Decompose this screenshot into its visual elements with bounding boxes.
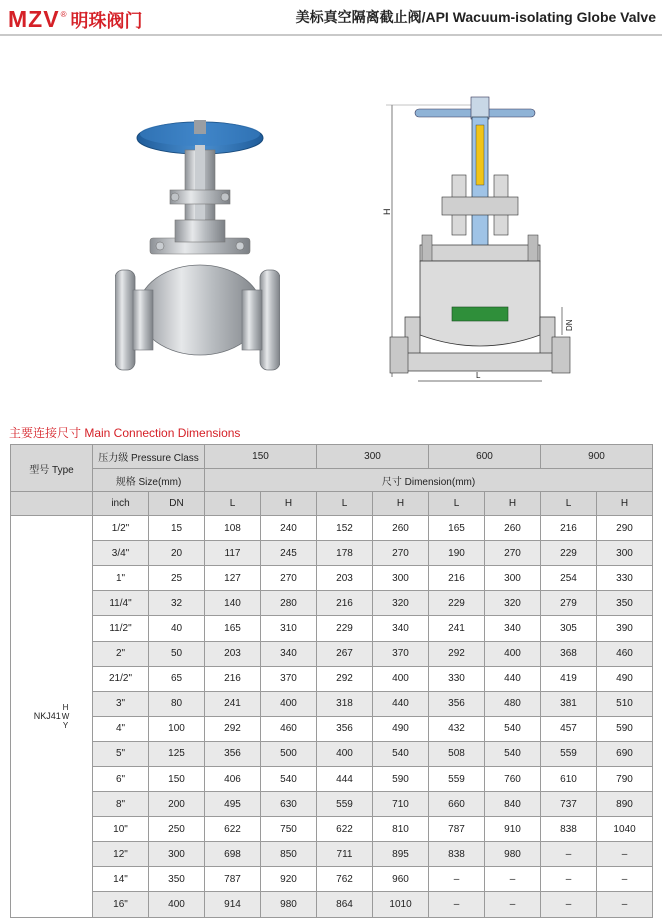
l-value-cell: 419: [541, 666, 597, 691]
brand-logo: [8, 6, 142, 32]
l-value-cell: 203: [317, 566, 373, 591]
h-value-cell: 330: [597, 566, 653, 591]
h-value-cell: 490: [597, 666, 653, 691]
l-value-cell: 330: [429, 666, 485, 691]
l-value-cell: –: [541, 842, 597, 867]
l-value-cell: 368: [541, 641, 597, 666]
l-value-cell: 229: [541, 541, 597, 566]
inch-cell: 3/4": [93, 541, 149, 566]
h-header-300: H: [373, 492, 429, 516]
dimension-header: 尺寸 Dimension(mm): [205, 468, 653, 492]
l-value-cell: 267: [317, 641, 373, 666]
h-value-cell: 260: [373, 516, 429, 541]
table-row: [11, 716, 653, 741]
model-suffix: Y: [62, 720, 69, 730]
l-value-cell: 318: [317, 691, 373, 716]
inch-cell: 3": [93, 691, 149, 716]
page-header: [0, 0, 662, 36]
model-code: NKJ41: [33, 711, 61, 722]
dn-cell: 125: [149, 741, 205, 766]
l-value-cell: 140: [205, 591, 261, 616]
h-value-cell: 980: [261, 892, 317, 917]
type-header: 型号 Type: [11, 445, 93, 492]
h-value-cell: 370: [261, 666, 317, 691]
h-value-cell: 790: [597, 767, 653, 792]
l-value-cell: 508: [429, 741, 485, 766]
size-header: 规格 Size(mm): [93, 468, 205, 492]
inch-header: inch: [93, 492, 149, 516]
seat-disc: [452, 307, 508, 321]
l-value-cell: 190: [429, 541, 485, 566]
dn-cell: 400: [149, 892, 205, 917]
h-value-cell: –: [485, 867, 541, 892]
l-value-cell: 216: [429, 566, 485, 591]
registered-mark: ®: [60, 10, 67, 19]
h-value-cell: 850: [261, 842, 317, 867]
h-value-cell: 320: [485, 591, 541, 616]
valve-section-drawing: [380, 85, 580, 385]
inch-cell: 5": [93, 741, 149, 766]
table-row: [11, 741, 653, 766]
h-value-cell: –: [485, 892, 541, 917]
h-value-cell: 370: [373, 641, 429, 666]
h-value-cell: –: [597, 867, 653, 892]
h-value-cell: 260: [485, 516, 541, 541]
l-value-cell: 838: [541, 817, 597, 842]
model-suffix: W: [61, 711, 70, 721]
table-row: [11, 892, 653, 917]
h-value-cell: 690: [597, 741, 653, 766]
l-value-cell: 457: [541, 716, 597, 741]
l-value-cell: –: [429, 892, 485, 917]
l-value-cell: 622: [205, 817, 261, 842]
pressure-class-header: 压力级 Pressure Class: [93, 445, 205, 469]
dn-cell: 15: [149, 516, 205, 541]
model-suffix: H: [62, 702, 69, 712]
table-row: [11, 591, 653, 616]
section-title: 主要连接尺寸 Main Connection Dimensions: [9, 426, 241, 440]
inch-cell: 11/4": [93, 591, 149, 616]
l-value-cell: –: [541, 867, 597, 892]
dn-header: DN: [149, 492, 205, 516]
h-value-cell: 895: [373, 842, 429, 867]
h-header-600: H: [485, 492, 541, 516]
l-value-cell: 432: [429, 716, 485, 741]
l-value-cell: –: [541, 892, 597, 917]
table-row: [11, 792, 653, 817]
table-row: [11, 616, 653, 641]
h-value-cell: 540: [485, 741, 541, 766]
h-value-cell: 890: [597, 792, 653, 817]
dn-label: DN: [565, 319, 574, 331]
model-label: [34, 703, 70, 730]
h-value-cell: 280: [261, 591, 317, 616]
dn-cell: 32: [149, 591, 205, 616]
inch-cell: 10": [93, 817, 149, 842]
l-value-cell: 356: [205, 741, 261, 766]
h-value-cell: 290: [597, 516, 653, 541]
h-value-cell: 310: [261, 616, 317, 641]
l-value-cell: 108: [205, 516, 261, 541]
table-row: [11, 666, 653, 691]
valve-photo-illustration: [115, 110, 280, 380]
l-value-cell: 698: [205, 842, 261, 867]
dn-cell: 40: [149, 616, 205, 641]
l-value-cell: 165: [429, 516, 485, 541]
h-header-150: H: [261, 492, 317, 516]
dn-cell: 150: [149, 767, 205, 792]
l-value-cell: 254: [541, 566, 597, 591]
l-value-cell: 229: [429, 591, 485, 616]
h-value-cell: 270: [261, 566, 317, 591]
h-value-cell: 245: [261, 541, 317, 566]
h-value-cell: 1010: [373, 892, 429, 917]
l-value-cell: 292: [205, 716, 261, 741]
class-header-150: 150: [205, 445, 317, 469]
l-value-cell: 165: [205, 616, 261, 641]
h-value-cell: 400: [261, 691, 317, 716]
l-value-cell: 292: [429, 641, 485, 666]
h-value-cell: 350: [597, 591, 653, 616]
l-value-cell: 559: [317, 792, 373, 817]
inch-cell: 2": [93, 641, 149, 666]
valve-photo: [115, 110, 280, 380]
l-value-cell: 229: [317, 616, 373, 641]
inch-cell: 11/2": [93, 616, 149, 641]
l-value-cell: 216: [205, 666, 261, 691]
table-row: [11, 566, 653, 591]
h-value-cell: 540: [485, 716, 541, 741]
h-value-cell: 390: [597, 616, 653, 641]
h-value-cell: 400: [373, 666, 429, 691]
l-header-300: L: [317, 492, 373, 516]
h-value-cell: –: [597, 892, 653, 917]
dn-cell: 350: [149, 867, 205, 892]
h-value-cell: 750: [261, 817, 317, 842]
h-value-cell: 480: [485, 691, 541, 716]
h-value-cell: 460: [597, 641, 653, 666]
l-value-cell: 914: [205, 892, 261, 917]
table-row: [11, 641, 653, 666]
l-value-cell: 400: [317, 741, 373, 766]
table-row: [11, 691, 653, 716]
l-value-cell: 864: [317, 892, 373, 917]
l-value-cell: 178: [317, 541, 373, 566]
dn-cell: 65: [149, 666, 205, 691]
l-value-cell: 406: [205, 767, 261, 792]
h-value-cell: 340: [485, 616, 541, 641]
l-value-cell: 762: [317, 867, 373, 892]
l-value-cell: 241: [205, 691, 261, 716]
inch-cell: 12": [93, 842, 149, 867]
h-value-cell: 760: [485, 767, 541, 792]
l-value-cell: 787: [429, 817, 485, 842]
class-header-600: 600: [429, 445, 541, 469]
h-value-cell: 270: [373, 541, 429, 566]
l-value-cell: 152: [317, 516, 373, 541]
dn-cell: 300: [149, 842, 205, 867]
h-value-cell: 240: [261, 516, 317, 541]
inch-cell: 4": [93, 716, 149, 741]
h-value-cell: 300: [373, 566, 429, 591]
brand-name-cn: 明珠阀门: [70, 11, 143, 31]
h-value-cell: 440: [485, 666, 541, 691]
l-value-cell: 838: [429, 842, 485, 867]
l-value-cell: 292: [317, 666, 373, 691]
l-value-cell: 356: [429, 691, 485, 716]
class-header-300: 300: [317, 445, 429, 469]
h-value-cell: 590: [373, 767, 429, 792]
dn-cell: 25: [149, 566, 205, 591]
section-drawing-svg: [380, 85, 580, 385]
inch-cell: 16": [93, 892, 149, 917]
l-value-cell: 559: [429, 767, 485, 792]
inch-cell: 14": [93, 867, 149, 892]
h-value-cell: 540: [261, 767, 317, 792]
h-value-cell: 490: [373, 716, 429, 741]
table-row: [11, 842, 653, 867]
l-value-cell: 495: [205, 792, 261, 817]
model-suffix-stack: [62, 703, 70, 730]
dn-cell: 100: [149, 716, 205, 741]
h-value-cell: 340: [373, 616, 429, 641]
inch-cell: 1/2": [93, 516, 149, 541]
l-value-cell: –: [429, 867, 485, 892]
l-value-cell: 216: [541, 516, 597, 541]
h-value-cell: 960: [373, 867, 429, 892]
dn-cell: 20: [149, 541, 205, 566]
l-value-cell: 117: [205, 541, 261, 566]
inch-cell: 1": [93, 566, 149, 591]
l-value-cell: 787: [205, 867, 261, 892]
dn-cell: 50: [149, 641, 205, 666]
h-value-cell: 920: [261, 867, 317, 892]
h-value-cell: 300: [485, 566, 541, 591]
l-value-cell: 279: [541, 591, 597, 616]
model-cell: [11, 516, 93, 918]
header-divider: [0, 34, 662, 36]
h-value-cell: 300: [597, 541, 653, 566]
h-value-cell: 1040: [597, 817, 653, 842]
dn-cell: 250: [149, 817, 205, 842]
h-value-cell: 510: [597, 691, 653, 716]
h-value-cell: 500: [261, 741, 317, 766]
h-value-cell: 440: [373, 691, 429, 716]
table-row: [11, 516, 653, 541]
l-header-150: L: [205, 492, 261, 516]
table-row: [11, 541, 653, 566]
h-value-cell: 400: [485, 641, 541, 666]
class-header-900: 900: [541, 445, 653, 469]
inch-cell: 8": [93, 792, 149, 817]
table-row: [11, 767, 653, 792]
table-row: [11, 817, 653, 842]
l-value-cell: 711: [317, 842, 373, 867]
h-header-900: H: [597, 492, 653, 516]
l-value-cell: 610: [541, 767, 597, 792]
l-value-cell: 444: [317, 767, 373, 792]
inch-cell: 21/2": [93, 666, 149, 691]
inch-cell: 6": [93, 767, 149, 792]
l-value-cell: 127: [205, 566, 261, 591]
h-value-cell: 270: [485, 541, 541, 566]
l-value-cell: 241: [429, 616, 485, 641]
height-label: H: [382, 208, 392, 215]
l-header-900: L: [541, 492, 597, 516]
l-value-cell: 559: [541, 741, 597, 766]
h-value-cell: 810: [373, 817, 429, 842]
h-value-cell: 630: [261, 792, 317, 817]
brand-name: MZV: [8, 6, 60, 32]
h-value-cell: 540: [373, 741, 429, 766]
h-value-cell: 910: [485, 817, 541, 842]
dn-cell: 80: [149, 691, 205, 716]
l-value-cell: 381: [541, 691, 597, 716]
h-value-cell: 590: [597, 716, 653, 741]
h-value-cell: 340: [261, 641, 317, 666]
l-value-cell: 305: [541, 616, 597, 641]
l-value-cell: 216: [317, 591, 373, 616]
l-value-cell: 622: [317, 817, 373, 842]
l-value-cell: 356: [317, 716, 373, 741]
length-label: L: [476, 371, 481, 380]
h-value-cell: 710: [373, 792, 429, 817]
type-header-blank: [11, 492, 93, 516]
h-value-cell: 980: [485, 842, 541, 867]
page-title: 美标真空隔离截止阀/API Wacuum-isolating Globe Valve: [295, 9, 656, 25]
h-value-cell: 320: [373, 591, 429, 616]
l-header-600: L: [429, 492, 485, 516]
l-value-cell: 203: [205, 641, 261, 666]
h-value-cell: –: [597, 842, 653, 867]
h-value-cell: 840: [485, 792, 541, 817]
h-value-cell: 460: [261, 716, 317, 741]
l-value-cell: 660: [429, 792, 485, 817]
dimensions-table: [10, 444, 653, 918]
table-row: [11, 867, 653, 892]
dn-cell: 200: [149, 792, 205, 817]
l-value-cell: 737: [541, 792, 597, 817]
